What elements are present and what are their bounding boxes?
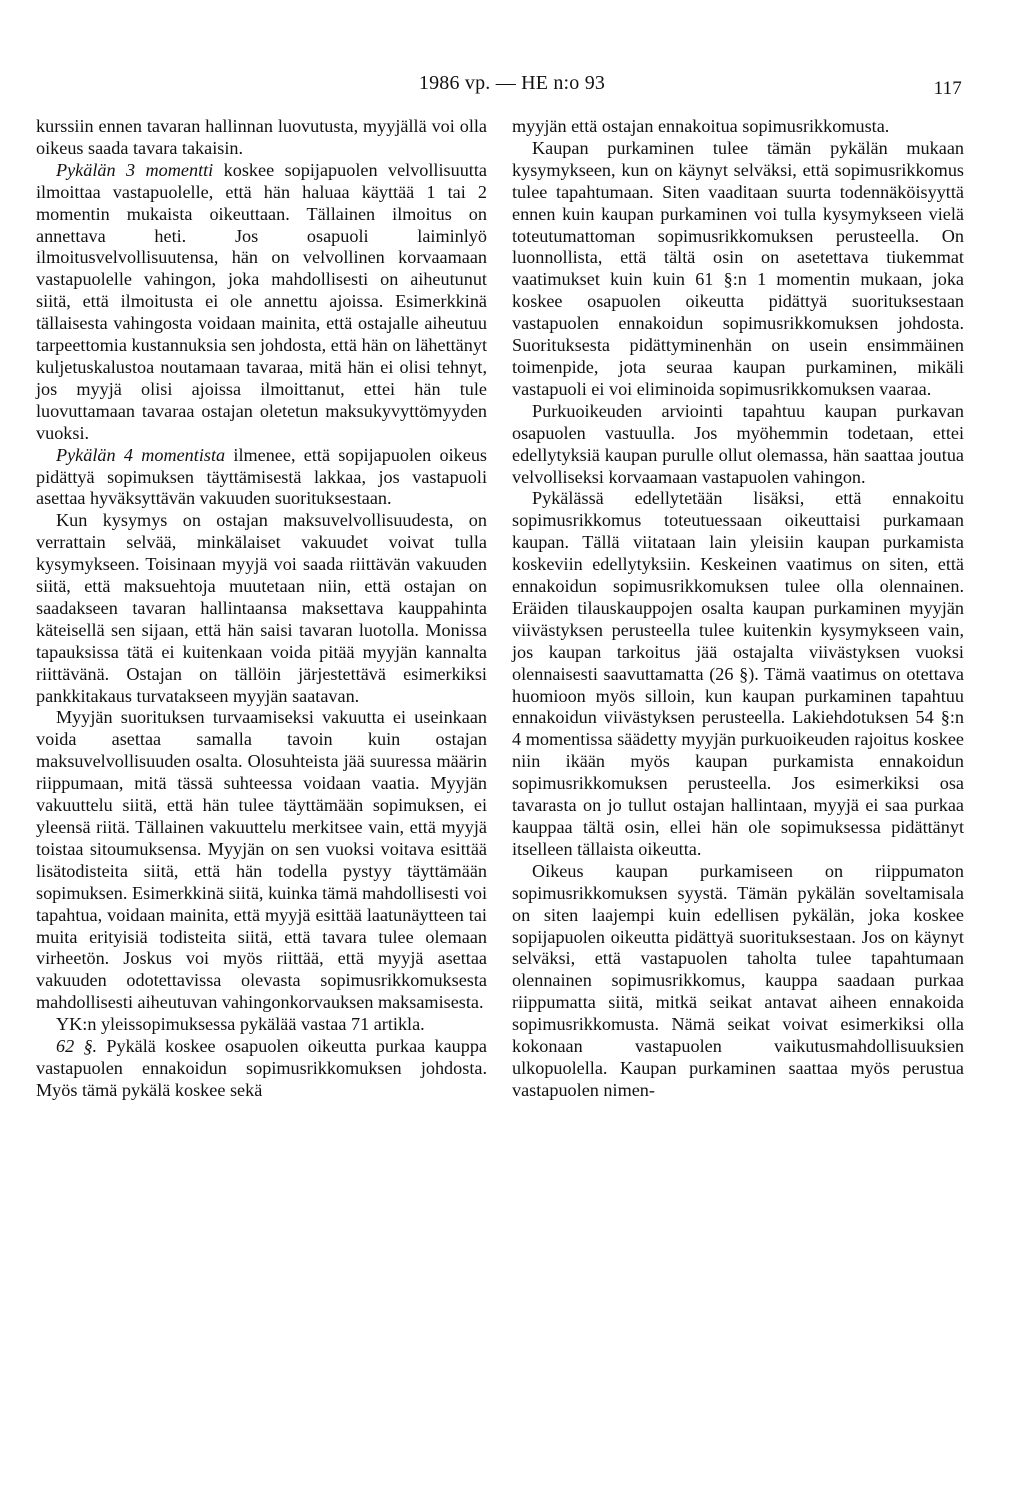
paragraph: Kun kysymys on ostajan maksuvelvollisuudesta, on verrattain selvää, minkälaiset vakuudet voivat tulla kysymykseen. Toisinaan myyjä voi saada riittävän vakuuden siitä, että maksuehtoja muutetaan niin, että ostajan on saadakseen tavaran hallintaansa maksettava kauppahinta käteisellä sen sijaan, että hän saisi tavaran luotolla. Monissa tapauksissa tätä ei kuitenkaan voida pitää myyjän kannalta riittävänä. Ostajan on tällöin järjestettävä esimerkiksi pankkitakaus turvatakseen myyjän saatavan. xyxy=(36,510,487,706)
left-column xyxy=(36,116,487,1102)
right-column xyxy=(512,116,964,1102)
paragraph: Myyjän suorituksen turvaamiseksi vakuutta ei useinkaan voida asettaa samalla tavoin kuin ostajan maksuvelvollisuuden osalta. Olosuhteista jää suuressa määrin riippumaan, mitä tässä suhteessa voidaan vaatia. Myyjän vakuuttelu siitä, että hän tulee täyttämään sopimuksen, ei yleensä riitä. Tällainen vakuuttelu merkitsee vain, että myyjä toistaa sitoumuksensa. Myyjän on sen vuoksi voitava esittää lisätodisteita siitä, että hän todella pystyy täyttämään sopimuksen. Esimerkkinä siitä, kuinka tämä mahdollisesti voi tapahtua, voidaan mainita, että myyjä esittää laatunäytteen tai muita erityisiä todisteita siitä, että tavara tulee olemaan virheetön. Joskus voi myös riittää, että myyjä asettaa vakuuden odotettavissa olevasta sopimusrikkomuksesta mahdollisesti aiheutuvan vahingonkorvauksen maksamisesta. xyxy=(36,707,487,1013)
paragraph: kurssiin ennen tavaran hallinnan luovutusta, myyjällä voi olla oikeus saada tavara takaisin. xyxy=(36,116,487,158)
paragraph-text: koskee sopijapuolen velvollisuutta ilmoittaa vastapuolelle, että hän haluaa käyttää 1 tai 2 momentin mukaista oikeuttaan. Tällainen ilmoitus on annettava heti. Jos osapuoli laiminlyö ilmoitusvelvollisuutensa, hän on velvollinen korvaamaan vastapuolelle vahingon, joka mahdollisesti on aiheutunut siitä, että ilmoitusta ei ole annettu ajoissa. Esimerkkinä tällaisesta vahingosta voidaan mainita, että ostajalle aiheutuu tarpeettomia kustannuksia sen johdosta, että hän on lähettänyt kuljetuskalustoa noutamaan tavaraa, mitä hän ei olisi tehnyt, jos myyjä olisi ajoissa ilmoittanut, ettei hän tule luovuttamaan tavaraa ostajan oletetun maksukyvyttömyyden vuoksi. xyxy=(36,159,487,443)
section-reference: Pykälän 3 momentti xyxy=(56,159,214,180)
running-header xyxy=(0,72,1024,102)
paragraph: Purkuoikeuden arviointi tapahtuu kaupan purkavan osapuolen vastuulla. Jos myöhemmin todetaan, ettei edellytyksiä kaupan purulle ollut olemassa, hän saattaa joutua velvolliseksi korvaamaan vastapuolen vahingon. xyxy=(512,400,964,487)
paragraph: Oikeus kaupan purkamiseen on riippumaton sopimusrikkomuksen syystä. Tämän pykälän soveltamisala on siten laajempi kuin edellisen pykälän, joka koskee sopijapuolen oikeutta pidättyä suorituksestaan. Jos on käynyt selväksi, että vastapuolen taholta tulee tapahtumaan olennainen sopimusrikkomus, kauppa saadaan purkaa riippumatta siitä, mitkä seikat antavat aiheen ennakoida sopimusrikkomusta. Nämä seikat voivat esimerkiksi olla kokonaan vastapuolen vaikutusmahdollisuuksien ulkopuolella. Kaupan purkaminen saattaa myös perustua vastapuolen nimen- xyxy=(512,860,964,1100)
paragraph xyxy=(36,160,487,445)
section-reference: Pykälän 4 momentista xyxy=(56,444,226,465)
paragraph: YK:n yleissopimuksessa pykälää vastaa 71 artikla. xyxy=(56,1014,425,1035)
paragraph-text: ilmenee, että sopijapuolen oikeus pidättyä sopimuksen täyttämisestä lakkaa, jos vastapuoli asettaa hyväksyttävän vakuuden suorituksestaan. xyxy=(36,444,488,509)
page-number: 117 xyxy=(933,78,962,99)
running-title: 1986 vp. — HE n:o 93 xyxy=(418,72,606,94)
paragraph-text: Pykälä koskee osapuolen oikeutta purkaa kauppa vastapuolen ennakoidun sopimusrikkomuksen johdosta. Myös tämä pykälä koskee sekä xyxy=(36,1036,487,1100)
paragraph xyxy=(36,445,487,511)
paragraph xyxy=(36,1036,487,1102)
paragraph: Pykälässä edellytetään lisäksi, että ennakoitu sopimusrikkomus toteutuessaan oikeuttaisi purkamaan kaupan. Tällä viitataan lain yleisiin kaupan purkamista koskeviin edellytyksiin. Keskeinen vaatimus on siten, että ennakoidun sopimusrikkomuksen tulee olla olennainen. Eräiden tilauskauppojen osalta kaupan purkaminen myyjän viivästyksen perusteella tulee kuitenkin kysymykseen vain, jos kaupan tarkoitus jää ostajalta viivästyksen vuoksi olennaisesti saavuttamatta (26 §). Tämä vaatimus on otettava huomioon myös silloin, kun kaupan purkaminen tapahtuu ennakoidun viivästyksen perusteella. Lakiehdotuksen 54 §:n 4 momentissa säädetty myyjän purkuoikeuden rajoitus koskee niin ikään myös kaupan purkamista ennakoidun sopimusrikkomuksen perusteella. Jos esimerkiksi osa tavarasta on jo tullut ostajan hallintaan, myyjä ei saa purkaa kauppaa tältä osin, ellei hän ole sopimuksessa pidättänyt itselleen tällaista oikeutta. xyxy=(512,488,964,859)
paragraph: myyjän että ostajan ennakoitua sopimusrikkomusta. xyxy=(512,116,890,136)
section-reference: 62 §. xyxy=(56,1036,98,1057)
paragraph: Kaupan purkaminen tulee tämän pykälän mukaan kysymykseen, kun on käynyt selväksi, että sopimusrikkomus tulee tapahtumaan. Siten vaaditaan suurta todennäköisyyttä ennen kuin kaupan purkaminen voi tulla kysymykseen vielä toteutumattoman sopimusrikkomuksen perusteella. On luonnollista, että tältä osin on asetettava tiukemmat vaatimukset kuin kuin 61 §:n 1 momentin mukaan, joka koskee osapuolen oikeutta pidättyä suorituksestaan vastapuolen ennakoidun sopimusrikkomuksen johdosta. Suorituksesta pidättyminenhän on usein ensimmäinen toimenpide, jota seuraa kaupan purkaminen, mikäli vastapuoli ei voi eliminoida sopimusrikkomuksen vaaraa. xyxy=(512,137,964,399)
